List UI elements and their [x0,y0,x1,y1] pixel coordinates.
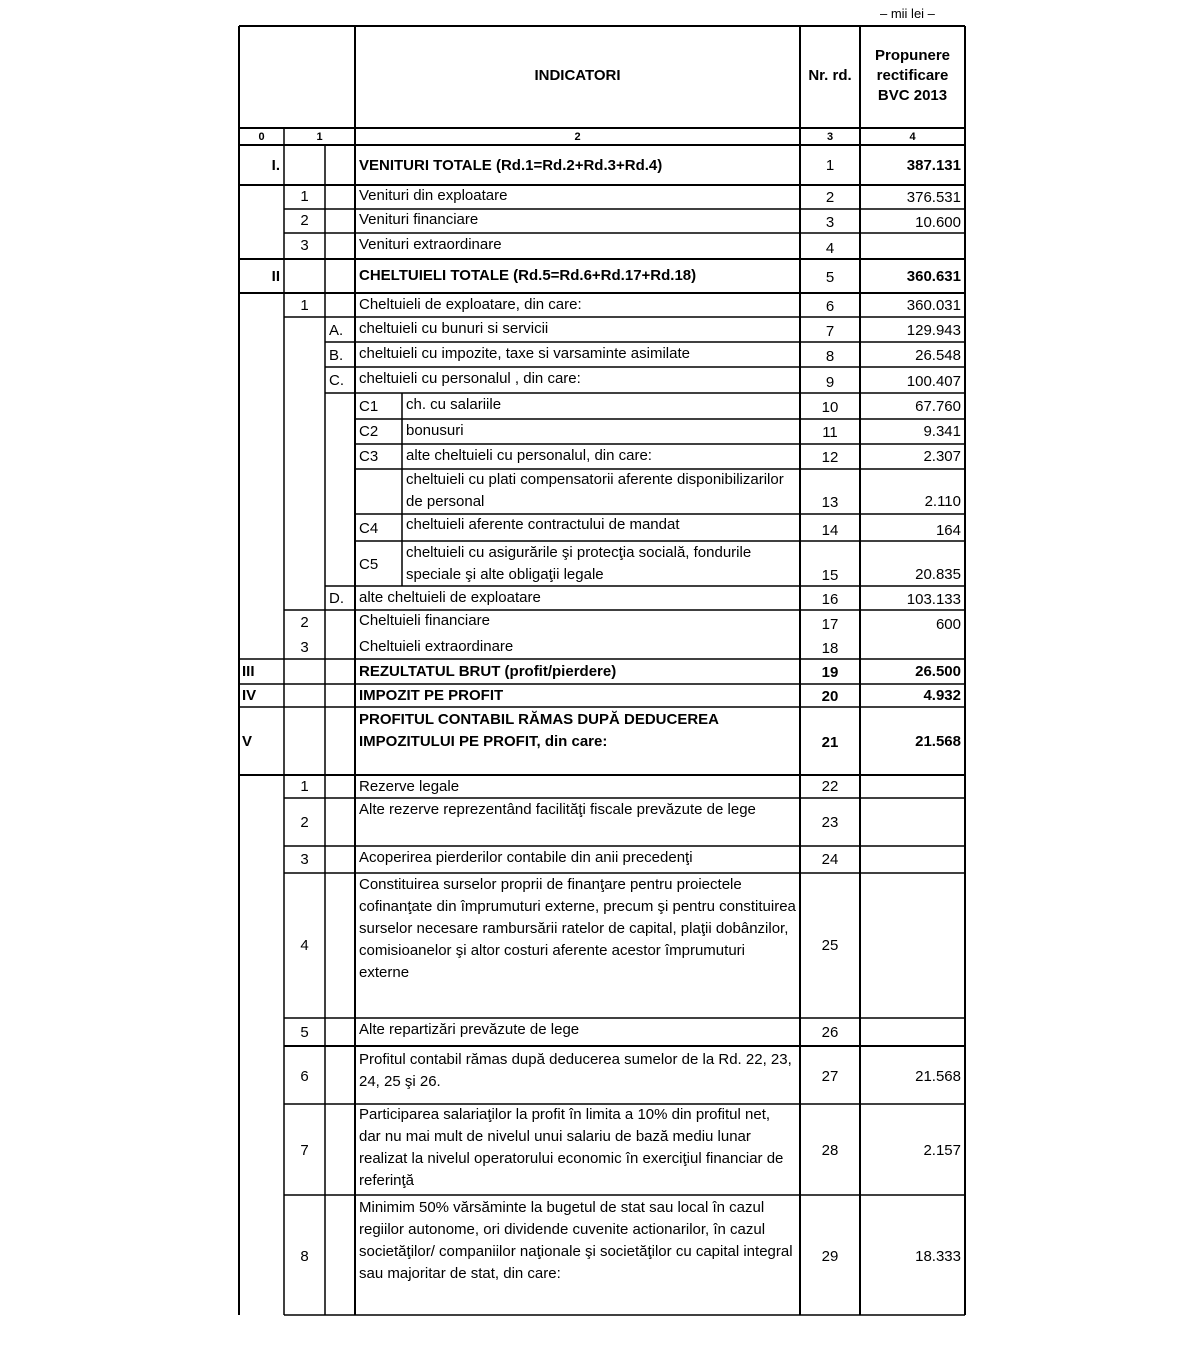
row-18-text: Cheltuieli extraordinare [359,638,514,655]
row-7-nr: 7 [825,323,835,340]
row-14-value: 164 [935,522,961,539]
row-16-nr: 16 [821,591,839,608]
row-6-index: 1 [300,297,309,314]
unit-label: – mii lei – [880,6,935,21]
row-2-nr: 2 [825,189,835,206]
row-28-text: Participarea salariaţilor la profit în limita a 10% din profitul net, dar nu mai mult de nivelul unui salariu de bază mediu lunar realizat la nivelul operatorului economic în exerciţiul financiar de referinţă [359,1106,784,1189]
row-25-nr: 25 [821,937,839,954]
row-29-value: 18.333 [915,1248,961,1265]
row-24-nr: 24 [821,851,839,868]
row-18-index: 3 [300,639,309,656]
row-17-nr: 17 [821,616,839,633]
row-16-text: alte cheltuieli de exploatare [359,589,541,606]
header-propunere-3: BVC 2013 [877,87,948,104]
row-3-index: 2 [300,212,309,229]
row-2-text: Venituri din exploatare [359,187,508,204]
row-24-text: Acoperirea pierderilor contabile din anii precedenţi [359,849,693,866]
row-9-value: 100.407 [906,373,961,390]
row-12-text: alte cheltuieli cu personalul, din care: [406,447,652,464]
row-23-index: 2 [300,814,309,831]
row-10-value: 67.760 [915,398,961,415]
row-9-nr: 9 [825,374,835,391]
row-3-nr: 3 [825,214,835,231]
row-20-nr: 20 [821,688,839,705]
row-27-text: Profitul contabil rămas după deducerea sumelor de la Rd. 22, 23, 24, 25 şi 26. [359,1051,792,1090]
row-21-text: PROFITUL CONTABIL RĂMAS DUPĂ DEDUCEREA IMPOZITULUI PE PROFIT, din care: [359,711,719,750]
row-12-nr: 12 [821,449,839,466]
row-15-nr: 15 [821,567,839,584]
row-17-value: 600 [935,616,961,633]
row-5-code: II [271,268,280,285]
header-indicatori: INDICATORI [534,67,621,84]
row-19-code: III [242,663,255,680]
row-16-letter: D. [329,590,344,607]
row-5-value: 360.631 [906,268,961,285]
row-27-index: 6 [300,1068,309,1085]
row-5-nr: 5 [825,269,835,286]
row-28-index: 7 [300,1142,309,1159]
row-29-text: Minimim 50% vărsăminte la bugetul de stat sau local în cazul regiilor autonome, ori dividende cuvenite actionarilor, în cazul societăţilor/ companiilor naţionale şi societăţilor cu capital integral sau majoritar de stat, din care: [359,1199,793,1282]
row-17-index: 2 [300,614,309,631]
row-23-nr: 23 [821,814,839,831]
row-10-text: ch. cu salariile [406,396,502,413]
row-13-nr: 13 [821,494,839,511]
row-7-value: 129.943 [906,322,961,339]
row-19-text: REZULTATUL BRUT (profit/pierdere) [359,663,617,680]
row-21-nr: 21 [821,734,839,751]
row-12-value: 2.307 [923,448,961,465]
col-number-0: 0 [258,131,265,143]
row-27-value: 21.568 [915,1068,961,1085]
row-17-text: Cheltuieli financiare [359,612,490,629]
row-8-nr: 8 [825,348,835,365]
row-29-nr: 29 [821,1248,839,1265]
row-10-sub: C1 [359,398,379,415]
header-nr-rd: Nr. rd. [808,67,852,84]
row-19-nr: 19 [821,664,839,681]
row-14-nr: 14 [821,522,839,539]
row-4-nr: 4 [825,240,835,257]
row-1-code: I. [271,157,280,174]
col-number-1: 1 [316,131,323,143]
row-22-text: Rezerve legale [359,778,460,795]
row-28-nr: 28 [821,1142,839,1159]
row-4-index: 3 [300,237,309,254]
row-9-text: cheltuieli cu personalul , din care: [359,370,581,387]
row-7-letter: A. [329,322,344,339]
row-20-text: IMPOZIT PE PROFIT [359,687,504,704]
row-20-code: IV [242,687,257,704]
row-16-value: 103.133 [906,591,961,608]
row-23-text: Alte rezerve reprezentând facilităţi fiscale prevăzute de lege [359,801,756,818]
row-14-text: cheltuieli aferente contractului de mandat [406,516,680,533]
col-number-2: 2 [574,131,581,143]
row-8-letter: B. [329,347,344,364]
row-7-text: cheltuieli cu bunuri si servicii [359,320,549,337]
col-number-3: 3 [826,131,834,143]
row-25-text: Constituirea surselor proprii de finanţare pentru proiectele cofinanţate din împrumuturi externe, precum şi pentru constituirea surselor necesare rambursării ratelor de capital, plaţii dobânzilor, comisioanelor şi altor costuri aferente acestor împrumuturi externe [359,876,796,981]
row-22-nr: 22 [821,778,839,795]
row-2-value: 376.531 [906,189,961,206]
row-1-nr: 1 [825,157,835,174]
row-21-code: V [242,733,253,750]
row-18-nr: 18 [821,640,839,657]
row-11-sub: C2 [359,423,379,440]
row-8-text: cheltuieli cu impozite, taxe si varsaminte asimilate [359,345,690,362]
row-6-text: Cheltuieli de exploatare, din care: [359,296,582,313]
header-propunere-2: rectificare [876,67,949,84]
row-13-text: cheltuieli cu plati compensatorii aferente disponibilizarilor de personal [406,471,784,510]
row-1-text: VENITURI TOTALE (Rd.1=Rd.2+Rd.3+Rd.4) [359,157,663,174]
row-14-sub: C4 [359,520,379,537]
row-6-nr: 6 [825,298,835,315]
row-6-value: 360.031 [906,297,961,314]
row-15-value: 20.835 [915,566,961,583]
row-2-index: 1 [300,188,309,205]
row-10-nr: 10 [821,399,839,416]
row-20-value: 4.932 [923,687,961,704]
row-3-value: 10.600 [915,214,961,231]
row-19-value: 26.500 [915,663,961,680]
row-8-value: 26.548 [915,347,961,364]
row-25-index: 4 [300,937,309,954]
row-22-index: 1 [300,778,309,795]
row-27-nr: 27 [821,1068,839,1085]
row-12-sub: C3 [359,448,379,465]
row-26-index: 5 [300,1024,309,1041]
row-26-text: Alte repartizări prevăzute de lege [359,1021,580,1038]
col-number-4: 4 [909,131,916,143]
row-29-index: 8 [300,1248,309,1265]
row-15-text: cheltuieli cu asigurările şi protecţia socială, fondurile speciale şi alte obligaţii legale [406,544,752,583]
row-13-value: 2.110 [924,493,961,510]
row-5-text: CHELTUIELI TOTALE (Rd.5=Rd.6+Rd.17+Rd.18) [359,267,697,284]
row-9-letter: C. [329,372,344,389]
row-15-sub: C5 [359,556,379,573]
row-24-index: 3 [300,851,309,868]
row-4-text: Venituri extraordinare [359,236,502,253]
row-26-nr: 26 [821,1024,839,1041]
row-1-value: 387.131 [906,157,961,174]
row-11-nr: 11 [822,424,838,441]
row-28-value: 2.157 [923,1142,961,1159]
row-21-value: 21.568 [915,733,961,750]
row-11-text: bonusuri [406,422,464,439]
row-11-value: 9.341 [923,423,961,440]
row-3-text: Venituri financiare [359,211,479,228]
header-propunere-1: Propunere [874,47,950,64]
